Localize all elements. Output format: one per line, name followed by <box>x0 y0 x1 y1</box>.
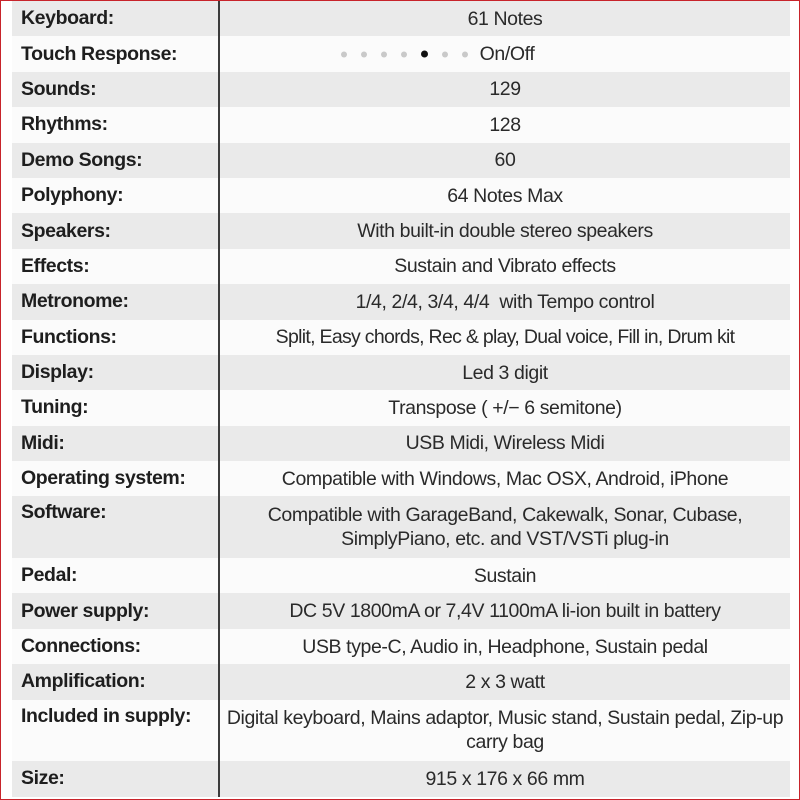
spec-row-software <box>12 496 790 558</box>
spec-label: Effects: <box>21 254 90 277</box>
spec-label: Tuning: <box>21 396 89 419</box>
spec-row-keyboard <box>12 1 790 36</box>
spec-label: Amplification: <box>21 670 146 693</box>
spec-row-power-supply <box>12 593 790 628</box>
spec-value: On/Off <box>479 43 535 66</box>
spec-value: 1/4, 2/4, 3/4, 4/4 with Tempo control <box>355 290 655 313</box>
pagination-dot[interactable] <box>341 51 347 57</box>
spec-row-rhythms <box>12 107 790 142</box>
spec-label: Operating system: <box>21 467 186 490</box>
spec-row-metronome <box>12 284 790 319</box>
spec-value: Transpose ( +/− 6 semitone) <box>388 396 622 419</box>
spec-label: Pedal: <box>21 564 78 587</box>
spec-value: Compatible with GarageBand, Cakewalk, Sonar, Cubase, SimplyPiano, etc. and VST/VSTi plug-in <box>267 504 743 551</box>
spec-row-operating-system <box>12 461 790 496</box>
spec-value: 128 <box>489 113 521 136</box>
spec-value: With built-in double stereo speakers <box>357 220 653 243</box>
spec-row-effects <box>12 249 790 284</box>
spec-label: Functions: <box>21 325 117 348</box>
spec-label: Display: <box>21 361 94 384</box>
spec-row-sounds <box>12 72 790 107</box>
spec-label: Sounds: <box>21 77 97 100</box>
spec-value: 61 Notes <box>467 7 543 30</box>
spec-row-polyphony <box>12 178 790 213</box>
spec-value: 60 <box>494 149 516 172</box>
spec-label: Metronome: <box>21 290 129 313</box>
spec-row-display <box>12 355 790 390</box>
spec-label: Speakers: <box>21 219 111 242</box>
spec-label: Midi: <box>21 431 65 454</box>
spec-row-pedal <box>12 558 790 593</box>
spec-value: Sustain <box>473 564 537 587</box>
spec-row-functions <box>12 320 790 355</box>
spec-label: Power supply: <box>21 599 150 622</box>
spec-row-touch-response <box>12 36 790 71</box>
spec-row-tuning <box>12 390 790 425</box>
spec-row-demo-songs <box>12 143 790 178</box>
spec-value: 64 Notes Max <box>447 184 563 207</box>
pagination-dot-active[interactable] <box>421 51 428 58</box>
spec-value: 2 x 3 watt <box>465 670 545 693</box>
spec-value: Led 3 digit <box>462 361 548 384</box>
spec-table <box>12 1 790 797</box>
spec-value: Split, Easy chords, Rec & play, Dual voice, Fill in, Drum kit <box>275 326 735 349</box>
spec-label: Keyboard: <box>21 7 114 30</box>
spec-label: Touch Response: <box>21 42 178 65</box>
pagination-dot[interactable] <box>401 51 407 57</box>
spec-value: USB Midi, Wireless Midi <box>405 432 605 455</box>
spec-row-size <box>12 761 790 796</box>
spec-row-included-in-supply <box>12 700 790 762</box>
spec-label: Demo Songs: <box>21 148 143 171</box>
spec-value: 915 x 176 x 66 mm <box>425 767 585 790</box>
spec-label: Connections: <box>21 635 141 658</box>
pagination-dot[interactable] <box>381 51 387 57</box>
spec-value: 129 <box>489 78 521 101</box>
spec-label: Rhythms: <box>21 113 108 136</box>
spec-row-midi <box>12 426 790 461</box>
spec-value: DC 5V 1800mA or 7,4V 1100mA li-ion built in battery <box>289 600 721 623</box>
pagination-dot[interactable] <box>361 51 367 57</box>
spec-row-speakers <box>12 213 790 248</box>
spec-value: Sustain and Vibrato effects <box>394 255 616 278</box>
spec-label: Size: <box>21 767 65 790</box>
spec-row-amplification <box>12 664 790 699</box>
spec-label: Software: <box>21 501 107 524</box>
pagination-dot[interactable] <box>442 51 448 57</box>
spec-row-connections <box>12 629 790 664</box>
spec-value: Digital keyboard, Mains adaptor, Music stand, Sustain pedal, Zip-up carry bag <box>226 707 784 754</box>
spec-value: Compatible with Windows, Mac OSX, Android, iPhone <box>281 467 729 490</box>
spec-label: Polyphony: <box>21 184 124 207</box>
spec-label: Included in supply: <box>21 704 192 727</box>
pagination-dot[interactable] <box>462 51 468 57</box>
spec-value: USB type-C, Audio in, Headphone, Sustain pedal <box>302 635 708 658</box>
carousel-pagination-dots <box>341 51 468 58</box>
